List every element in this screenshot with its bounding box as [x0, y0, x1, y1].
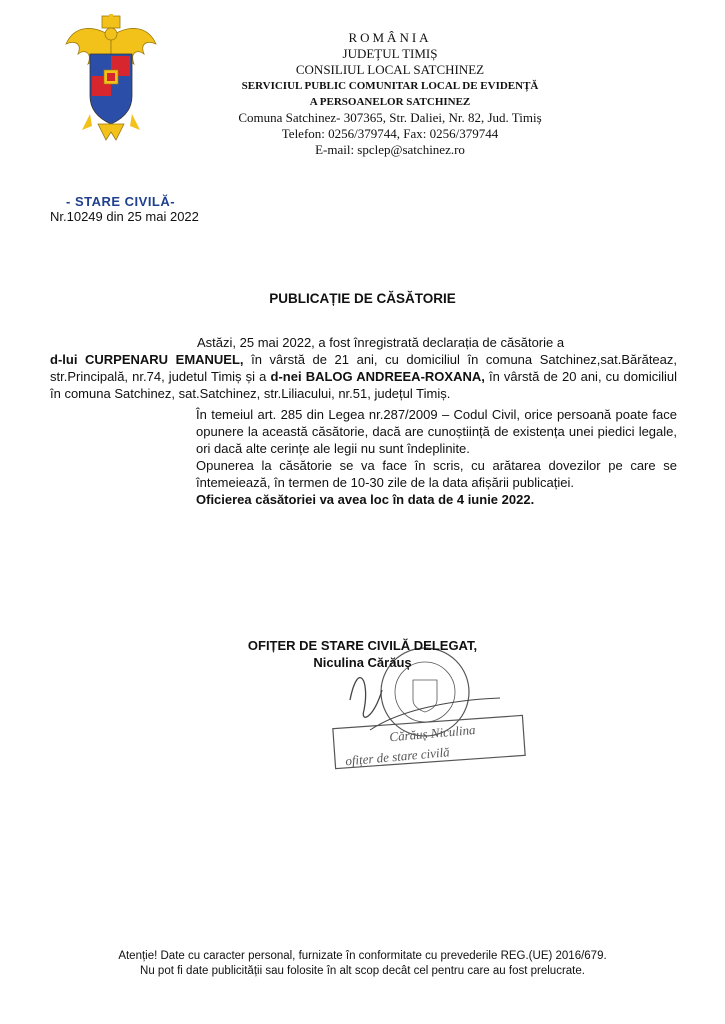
paragraph-intro: Astăzi, 25 mai 2022, a fost înregistrată declarația de căsătorie a [197, 335, 565, 350]
stamp-name: Cărăuș Niculina [388, 721, 477, 745]
coat-of-arms-icon [62, 14, 160, 150]
bride-details: în vârstă de 20 ani, cu domiciliul în comuna Satchinez, sat.Satchinez, str.Liliacului, nr.51, județul Timiș. [50, 369, 677, 401]
service-name-line1: SERVICIUL PUBLIC COMUNITAR LOCAL DE EVIDENȚĂ [241, 80, 539, 92]
groom-details: în vârstă de 21 ani, cu domiciliul în comuna Satchinez,sat.Bărăteaz, str.Principală, nr.74, judetul Timiș și a [50, 352, 678, 384]
privacy-notice-line2: Nu pot fi date publicității sau folosite în alt scop decât cel pentru care au fost prelucrate. [140, 965, 585, 977]
paragraph-ceremony-date: Oficierea căsătoriei va avea loc în data de 4 iunie 2022. [196, 492, 535, 507]
groom-name: d-lui CURPENARU EMANUEL, [50, 352, 244, 367]
department-label: - STARE CIVILĂ- [66, 194, 176, 209]
phone-fax: Telefon: 0256/379744, Fax: 0256/379744 [281, 126, 499, 141]
paragraph-legal: În temeiul art. 285 din Legea nr.287/2009 – Codul Civil, orice persoană poate face opunere la această căsătorie, dacă are cunoștiință de existența unei piedici legale, ori dacă alte cerințe ale legii nu sunt îndeplinite. [196, 407, 677, 456]
paragraph-declaration [50, 351, 677, 402]
officer-role: OFIȚER DE STARE CIVILĂ DELEGAT, [247, 638, 478, 653]
council-name: CONSILIUL LOCAL SATCHINEZ [295, 62, 485, 77]
signature-block [0, 637, 725, 671]
document-title: PUBLICAȚIE DE CĂSĂTORIE [269, 291, 456, 306]
privacy-notice [0, 949, 725, 979]
officer-name: Niculina Cărăuș [313, 655, 412, 670]
address: Comuna Satchinez- 307365, Str. Daliei, Nr. 82, Jud. Timiș [238, 110, 542, 125]
letterhead [200, 30, 580, 158]
registration-number: Nr.10249 din 25 mai 2022 [50, 209, 199, 224]
privacy-notice-line1: Atenție! Date cu caracter personal, furnizate în conformitate cu prevederile REG.(UE) 2016/679. [118, 950, 607, 962]
county-name: JUDEȚUL TIMIȘ [342, 46, 438, 61]
bride-name: d-nei BALOG ANDREEA-ROXANA, [270, 369, 485, 384]
stamp-role: ofițer de stare civilă [344, 744, 451, 769]
paragraph-opposition: Opunerea la căsătorie se va face în scris, cu arătarea dovezilor pe care se întemeiează, în termen de 10-30 zile de la data afișării publicației. [196, 458, 677, 490]
document-body [50, 334, 677, 508]
country-name: ROMÂNIA [348, 30, 432, 45]
email: E-mail: spclep@satchinez.ro [315, 142, 465, 157]
service-name-line2: A PERSOANELOR SATCHINEZ [309, 96, 471, 108]
